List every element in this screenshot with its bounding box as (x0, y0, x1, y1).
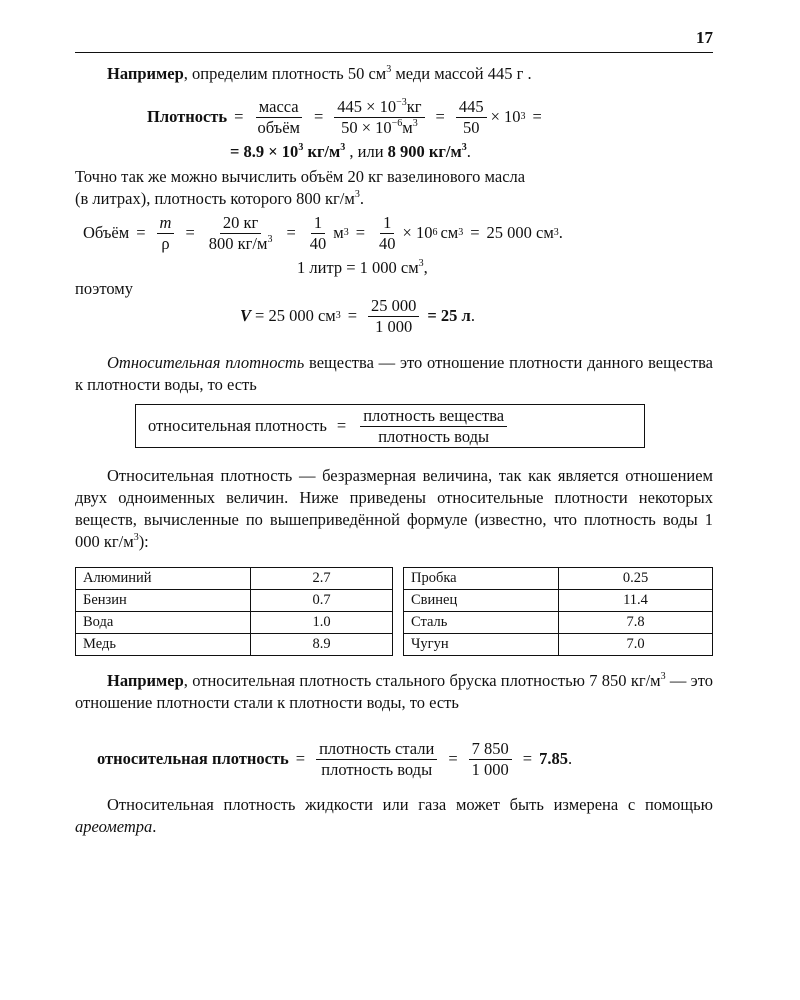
example-copper-paragraph: Например, определим плотность 50 $см^3$ меди массой 445 г . (107, 64, 532, 83)
table-row: Пробка 0.25 (404, 568, 713, 590)
table-row: Свинец 11.4 (404, 590, 713, 612)
density-table-right (403, 567, 713, 656)
relative-density-paragraph: Относительная плотность вещества — это отношение плотности данного вещества к плотности воды, то есть (75, 353, 713, 394)
vaseline-paragraph-line1: Точно так же можно вычислить объём 20 кг вазелинового масла (75, 167, 526, 186)
steel-relative-density-equation: относительная плотность = $\frac{\text{плотность стали}}{\text{плотность воды}}$ = $\frac{7 850}{1 000}$ = 7.85 . (97, 739, 573, 779)
example-steel-paragraph: Например, относительная плотность стального бруска плотностью 7 850 $кг/м^3$ — это отношение плотности стали к плотности воды, то есть (75, 671, 713, 712)
mass-over-density-fraction: $\frac{m}{\rho}$ (157, 214, 175, 252)
header-rule (75, 52, 713, 53)
table-row: Медь 8.9 (76, 634, 393, 656)
vaseline-fraction: $\frac{20 кг}{800 кг/м^3}$ (208, 213, 273, 253)
table-row: Чугун 7.0 (404, 634, 713, 656)
table-row: Бензин 0.7 (76, 590, 393, 612)
numeric-fraction: $\frac{445 \times 10^{-3}кг}{50 \times 10^{-6}м^3}$ (334, 98, 424, 136)
relative-density-formula-box: относительная плотность = $\frac{\text{плотность вещества}}{\text{плотность воды}}$ (135, 404, 645, 448)
simplified-fraction: $\frac{445}{50}$ (456, 98, 487, 136)
density-equation: Плотность = $\frac{\text{масса}}{\text{объём}}$ = $\frac{445 \times 10^{-3}кг}{50 \times 10^{-6}м^3}$ = $\frac{445}{50}$ × 10 3 = (147, 97, 542, 137)
volume-equation: Объём = $\frac{m}{\rho}$ = $\frac{20 кг}{800 кг/м^3}$ = $\frac{1}{40}$ м 3 = $\frac{1}{40}$ × 10 6 см 3 = 25 000 см 3 . (83, 213, 563, 253)
density-result: = $8.9 \times 10^3$ $кг/м^3$ , или 8 900 $кг/м^3$. (230, 142, 471, 161)
table-row: Алюминий 2.7 (76, 568, 393, 590)
areometer-paragraph: Относительная плотность жидкости или газа может быть измерена с помощью ареометра. (75, 795, 713, 836)
table-row: Сталь 7.8 (404, 612, 713, 634)
density-table-left (75, 567, 393, 656)
page-number: 17 (696, 28, 713, 47)
example-lead: Например (107, 64, 184, 83)
therefore-label: поэтому (75, 279, 133, 298)
table-row: Вода 1.0 (76, 612, 393, 634)
vaseline-paragraph-line2: (в литрах), плотность которого 800 $кг/м^3$. (75, 189, 364, 208)
dimensionless-paragraph: Относительная плотность — безразмерная величина, так как является отношением двух одноименных величин. Ниже приведены относительные плотности некоторых веществ, вычисленные по вышеприведённой формуле (известно, что плотность воды 1 000 $кг/м^3$): (75, 466, 713, 551)
mass-over-volume-fraction: $\frac{\text{масса}}{\text{объём}}$ (257, 97, 300, 137)
liters-equation: V = 25 000 см 3 = $\frac{25 000}{1 000}$ = 25 л . (240, 296, 475, 336)
relative-density-tables (75, 567, 713, 656)
liter-conversion: 1 литр = 1 000 $см^3$, (297, 258, 428, 277)
